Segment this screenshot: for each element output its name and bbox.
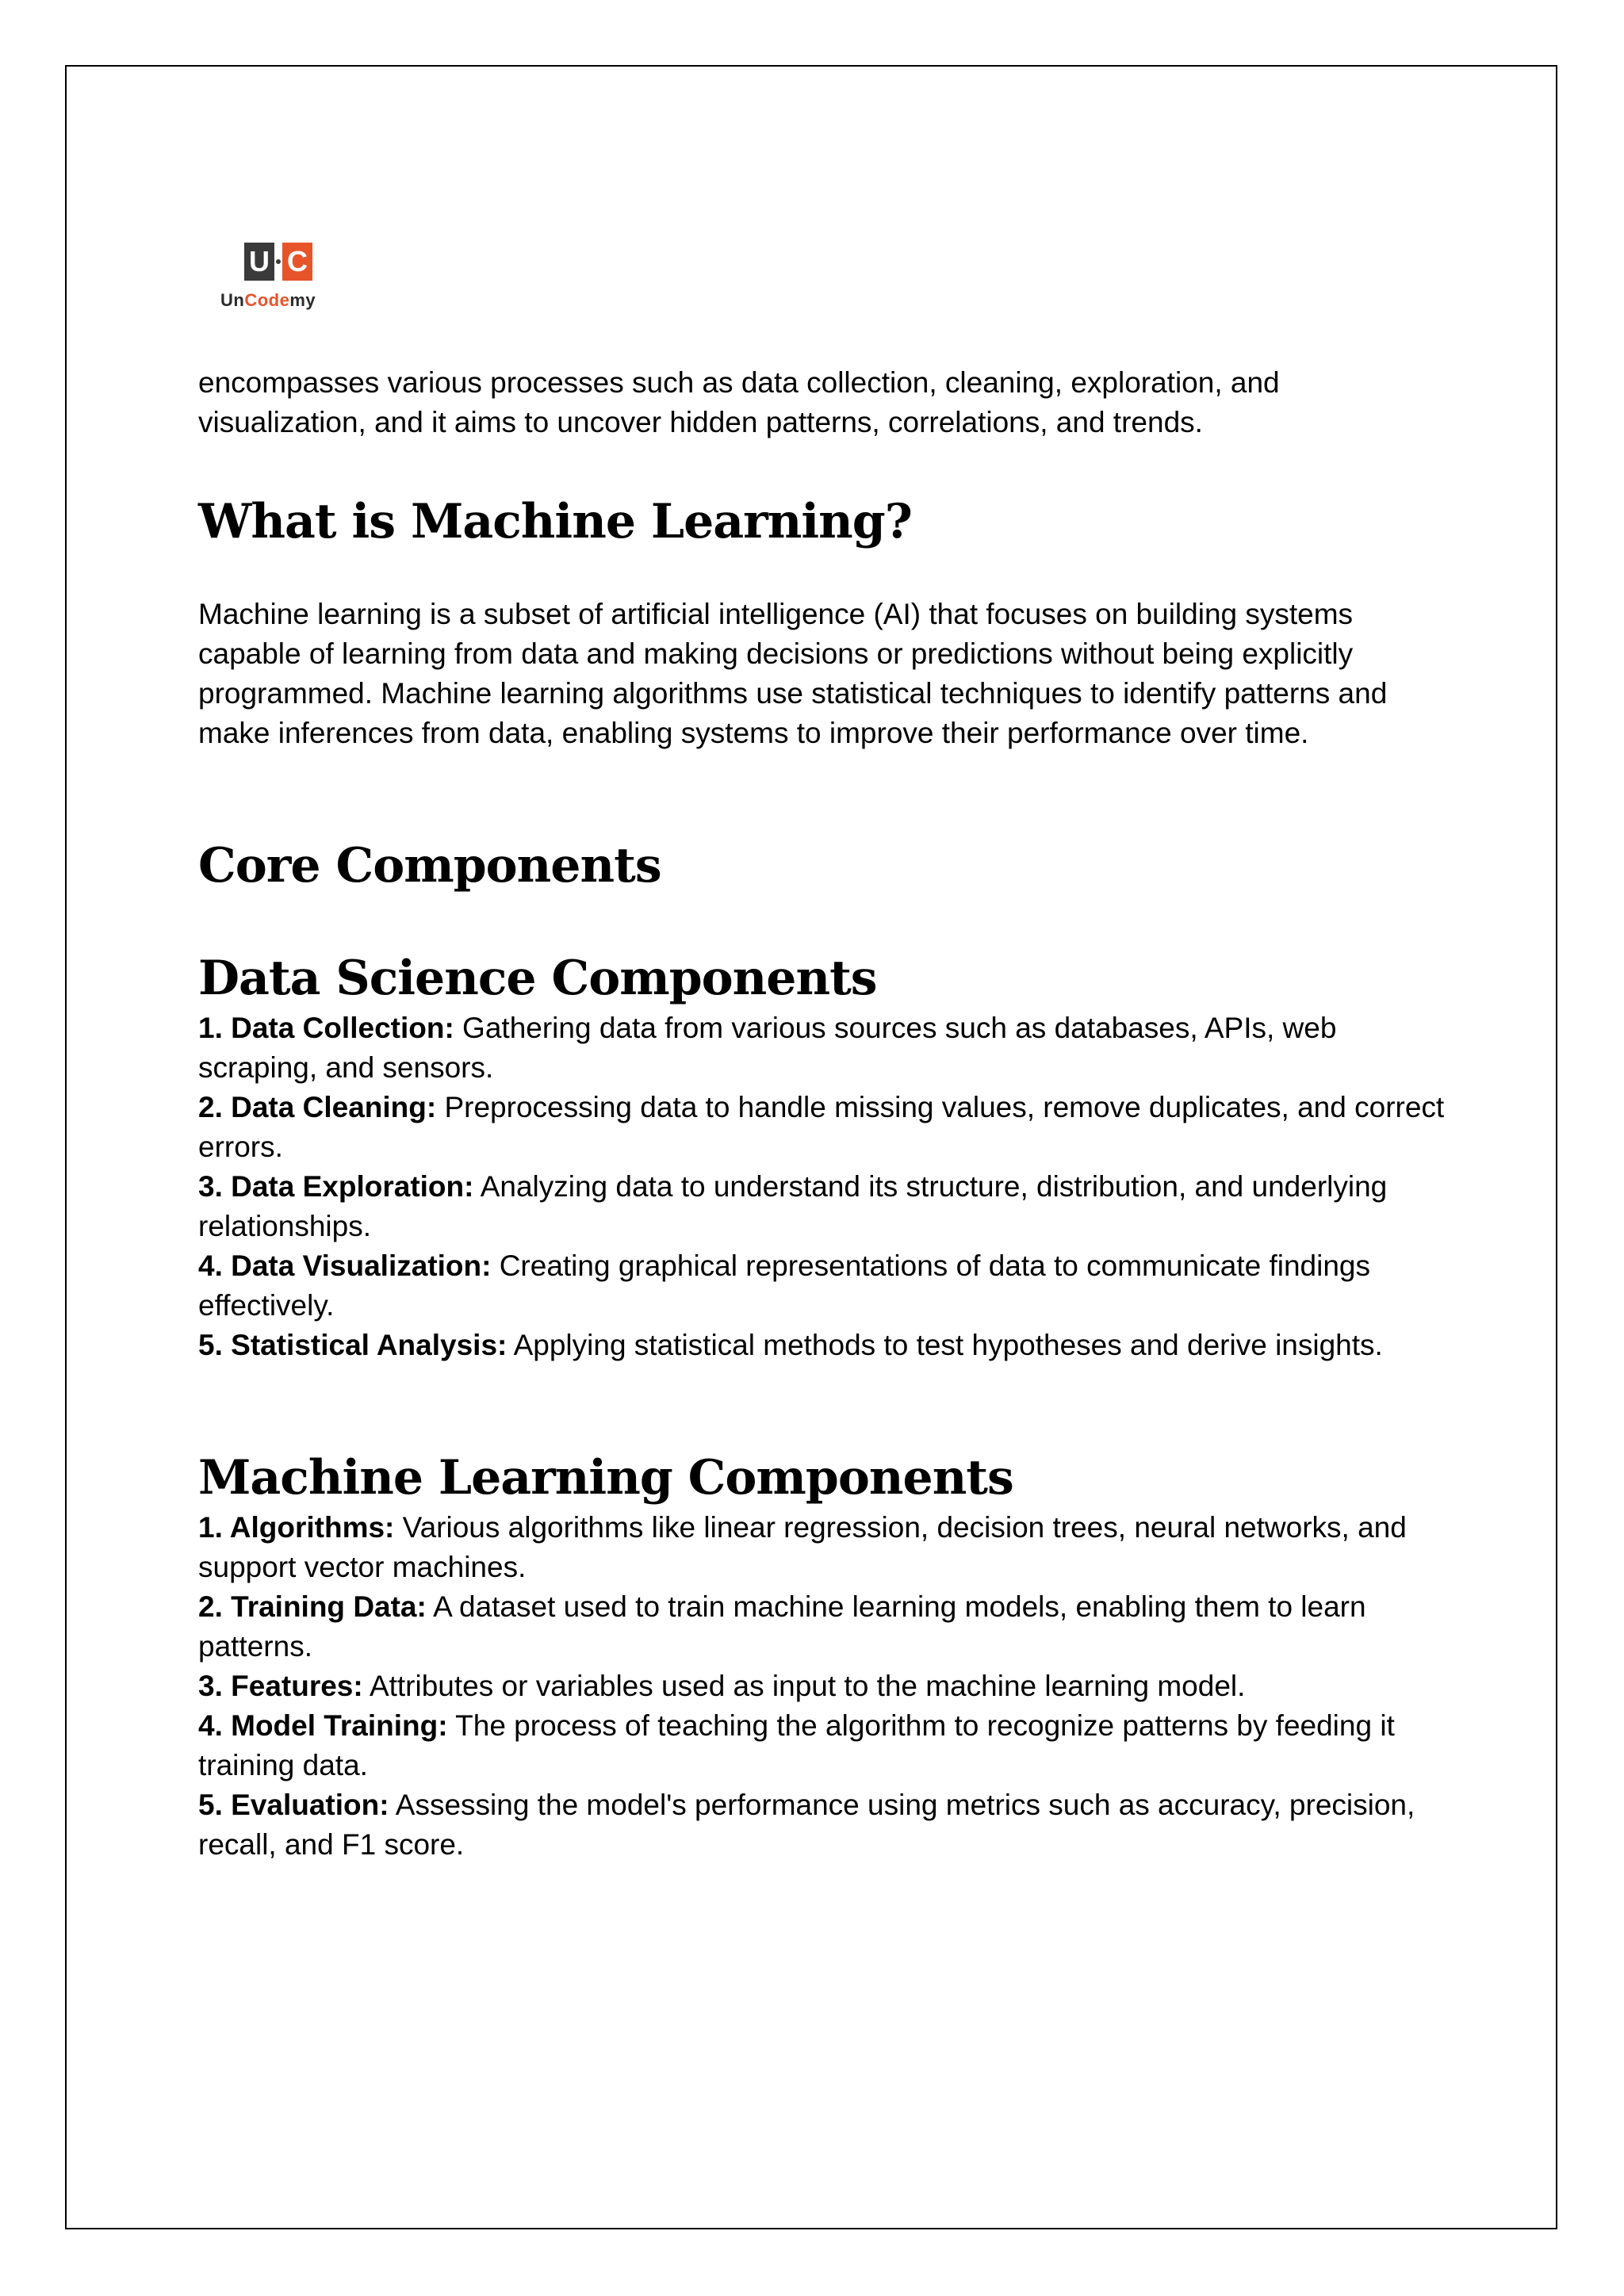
list-item-desc: Preprocessing data to handle missing values, remove duplicates, and correct errors. bbox=[198, 1091, 1445, 1163]
list-item bbox=[198, 1008, 1451, 1088]
logo-letter-u: U bbox=[244, 243, 274, 281]
list-item-term: 1. Data Collection: bbox=[198, 1012, 454, 1044]
list-item-desc: Various algorithms like linear regression, decision trees, neural networks, and support vector machines. bbox=[198, 1511, 1407, 1583]
logo-mark bbox=[244, 243, 312, 284]
list-item bbox=[198, 1246, 1451, 1326]
document-body bbox=[198, 363, 1451, 1865]
list-item-term: 3. Features: bbox=[198, 1670, 363, 1702]
list-item bbox=[198, 1587, 1451, 1667]
list-item-term: 2. Data Cleaning: bbox=[198, 1091, 437, 1123]
list-item-desc: The process of teaching the algorithm to recognize patterns by feeding it training data. bbox=[198, 1709, 1395, 1781]
list-item bbox=[198, 1326, 1451, 1365]
list-item-desc: Assessing the model's performance using metrics such as accuracy, precision, recall, and F1 score. bbox=[198, 1789, 1415, 1861]
logo-dot bbox=[274, 243, 282, 281]
list-item-term: 5. Evaluation: bbox=[198, 1789, 389, 1821]
list-item bbox=[198, 1785, 1451, 1865]
list-item bbox=[198, 1167, 1451, 1246]
logo-wordmark-part1: Un bbox=[220, 290, 245, 310]
list-item-term: 1. Algorithms: bbox=[198, 1511, 395, 1544]
list-item-desc: A dataset used to train machine learning models, enabling them to learn patterns. bbox=[198, 1590, 1366, 1663]
ml-paragraph: Machine learning is a subset of artificial intelligence (AI) that focuses on building systems capable of learning from data and making decisions or predictions without being explicitly programmed. Machine learning algorithms use statistical techniques to identify patterns and make inferences from data, enabling systems to improve their performance over time. bbox=[198, 598, 1388, 749]
logo-letter-c: C bbox=[282, 243, 312, 281]
list-item-term: 2. Training Data: bbox=[198, 1590, 427, 1623]
logo-wordmark-part3: my bbox=[289, 290, 316, 310]
ml-components-list bbox=[198, 1508, 1451, 1865]
ml-heading: What is Machine Learning? bbox=[198, 494, 912, 549]
list-item bbox=[198, 1706, 1451, 1785]
intro-paragraph: encompasses various processes such as data collection, cleaning, exploration, and visualization, and it aims to uncover hidden patterns, correlations, and trends. bbox=[198, 366, 1280, 438]
list-item bbox=[198, 1667, 1451, 1706]
list-item-desc: Gathering data from various sources such as databases, APIs, web scraping, and sensors. bbox=[198, 1012, 1337, 1084]
list-item-desc: Attributes or variables used as input to the machine learning model. bbox=[362, 1670, 1246, 1702]
logo-wordmark-part2: Code bbox=[244, 290, 290, 310]
list-item-term: 4. Model Training: bbox=[198, 1709, 448, 1742]
uncodemy-logo bbox=[220, 243, 338, 311]
list-item-desc: Applying statistical methods to test hypotheses and derive insights. bbox=[507, 1329, 1383, 1361]
list-item-desc: Analyzing data to understand its structure, distribution, and underlying relationships. bbox=[198, 1170, 1388, 1242]
logo-wordmark bbox=[220, 290, 338, 311]
ds-components-heading: Data Science Components bbox=[198, 951, 877, 1006]
list-item-term: 5. Statistical Analysis: bbox=[198, 1329, 508, 1361]
core-components-heading: Core Components bbox=[198, 838, 661, 894]
ds-components-list bbox=[198, 1008, 1451, 1365]
ml-components-heading: Machine Learning Components bbox=[198, 1450, 1013, 1506]
list-item-term: 4. Data Visualization: bbox=[198, 1249, 492, 1282]
list-item bbox=[198, 1088, 1451, 1167]
list-item-desc: Creating graphical representations of data to communicate findings effectively. bbox=[198, 1249, 1370, 1322]
list-item bbox=[198, 1508, 1451, 1587]
list-item-term: 3. Data Exploration: bbox=[198, 1170, 474, 1203]
